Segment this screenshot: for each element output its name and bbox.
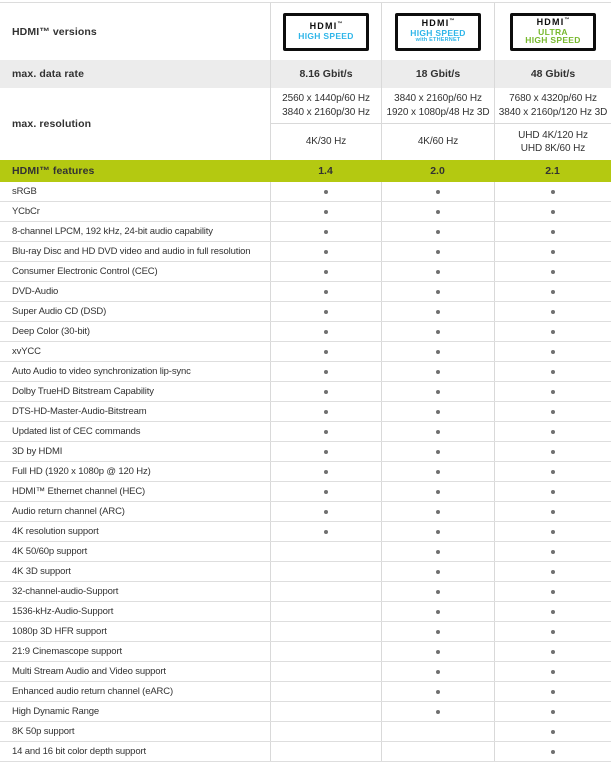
- support-cell-hdmi14: [270, 482, 381, 501]
- feature-label: Dolby TrueHD Bitstream Capability: [12, 386, 154, 397]
- support-dot-icon: [551, 690, 555, 694]
- features-body: [0, 182, 611, 762]
- support-cell-hdmi20: [381, 402, 494, 421]
- support-cell-hdmi20: [381, 282, 494, 301]
- support-cell-hdmi20: [381, 522, 494, 541]
- hdmi-high-speed-logo: [270, 3, 381, 60]
- feature-label: YCbCr: [12, 206, 40, 217]
- feature-row: [0, 482, 611, 502]
- support-dot-icon: [551, 670, 555, 674]
- feature-row: [0, 722, 611, 742]
- support-cell-hdmi14: [270, 222, 381, 241]
- support-cell-hdmi20: [381, 542, 494, 561]
- hdmi-logo-speed-label: ULTRA HIGH SPEED: [525, 26, 581, 46]
- hdmi-logo-wordmark: HDMI™: [309, 21, 343, 32]
- resolution-line: 3840 x 2160p/120 Hz 3D: [498, 106, 608, 118]
- hdmi-comparison-table: [0, 2, 611, 762]
- feature-row: [0, 242, 611, 262]
- support-cell-hdmi14: [270, 602, 381, 621]
- support-cell-hdmi20: [381, 382, 494, 401]
- feature-label: Auto Audio to video synchronization lip-sync: [12, 366, 191, 377]
- support-dot-icon: [551, 410, 555, 414]
- support-cell-hdmi14: [270, 702, 381, 721]
- support-cell-hdmi20: [381, 322, 494, 341]
- data-rate-row: [0, 60, 611, 88]
- support-dot-icon: [324, 530, 328, 534]
- feature-row: [0, 522, 611, 542]
- feature-row: [0, 442, 611, 462]
- version-number-14: 1.4: [318, 165, 333, 177]
- support-dot-icon: [436, 570, 440, 574]
- support-cell-hdmi14: [270, 642, 381, 661]
- support-cell-hdmi14: [270, 682, 381, 701]
- support-cell-hdmi14: [270, 202, 381, 221]
- feature-row: [0, 662, 611, 682]
- feature-row: [0, 462, 611, 482]
- support-cell-hdmi20: [381, 462, 494, 481]
- support-dot-icon: [324, 250, 328, 254]
- support-dot-icon: [436, 550, 440, 554]
- support-dot-icon: [436, 530, 440, 534]
- feature-label: 1080p 3D HFR support: [12, 626, 107, 637]
- support-dot-icon: [551, 630, 555, 634]
- support-cell-hdmi21: [494, 202, 611, 221]
- feature-label: 8K 50p support: [12, 726, 75, 737]
- support-cell-hdmi14: [270, 622, 381, 641]
- support-dot-icon: [436, 410, 440, 414]
- support-dot-icon: [436, 690, 440, 694]
- support-dot-icon: [551, 450, 555, 454]
- support-cell-hdmi14: [270, 402, 381, 421]
- feature-label: DTS-HD-Master-Audio-Bitstream: [12, 406, 147, 417]
- support-dot-icon: [551, 490, 555, 494]
- support-dot-icon: [551, 310, 555, 314]
- support-cell-hdmi14: [270, 362, 381, 381]
- support-cell-hdmi20: [381, 702, 494, 721]
- support-dot-icon: [436, 250, 440, 254]
- support-dot-icon: [436, 590, 440, 594]
- feature-label: 4K 50/60p support: [12, 546, 88, 557]
- support-dot-icon: [436, 310, 440, 314]
- resolution-section: [0, 88, 611, 160]
- support-dot-icon: [551, 710, 555, 714]
- support-dot-icon: [551, 650, 555, 654]
- hdmi-logo-speed-label: HIGH SPEED with ETHERNET: [410, 28, 466, 44]
- support-cell-hdmi20: [381, 622, 494, 641]
- support-dot-icon: [324, 310, 328, 314]
- support-cell-hdmi21: [494, 282, 611, 301]
- support-cell-hdmi21: [494, 322, 611, 341]
- feature-row: [0, 202, 611, 222]
- support-dot-icon: [436, 210, 440, 214]
- support-cell-hdmi14: [270, 462, 381, 481]
- feature-row: [0, 502, 611, 522]
- support-cell-hdmi21: [494, 742, 611, 761]
- support-cell-hdmi21: [494, 182, 611, 201]
- support-cell-hdmi14: [270, 342, 381, 361]
- data-rate-value-hdmi20: 18 Gbit/s: [381, 60, 494, 88]
- support-dot-icon: [551, 530, 555, 534]
- version-number-21: 2.1: [545, 165, 560, 177]
- support-dot-icon: [551, 750, 555, 754]
- support-dot-icon: [436, 450, 440, 454]
- support-dot-icon: [324, 490, 328, 494]
- support-dot-icon: [436, 230, 440, 234]
- support-dot-icon: [436, 510, 440, 514]
- support-cell-hdmi21: [494, 602, 611, 621]
- support-dot-icon: [436, 430, 440, 434]
- resolution-line: 2560 x 1440p/60 Hz: [282, 93, 370, 104]
- support-dot-icon: [324, 450, 328, 454]
- support-cell-hdmi20: [381, 502, 494, 521]
- support-dot-icon: [436, 670, 440, 674]
- resolution-line: UHD 4K/120 Hz: [518, 129, 588, 141]
- support-dot-icon: [324, 390, 328, 394]
- support-cell-hdmi20: [381, 442, 494, 461]
- resolution-summary-hdmi14: [270, 124, 381, 160]
- support-cell-hdmi14: [270, 282, 381, 301]
- feature-row: [0, 702, 611, 722]
- support-dot-icon: [324, 330, 328, 334]
- feature-label: 8-channel LPCM, 192 kHz, 24-bit audio capability: [12, 226, 213, 237]
- support-dot-icon: [551, 250, 555, 254]
- resolution-line: 1920 x 1080p/48 Hz 3D: [386, 106, 490, 118]
- support-cell-hdmi21: [494, 542, 611, 561]
- feature-label: High Dynamic Range: [12, 706, 100, 717]
- support-dot-icon: [551, 430, 555, 434]
- versions-row-label: HDMI™ versions: [12, 25, 97, 38]
- support-cell-hdmi21: [494, 722, 611, 741]
- feature-label: Super Audio CD (DSD): [12, 306, 107, 317]
- support-dot-icon: [436, 470, 440, 474]
- support-dot-icon: [551, 210, 555, 214]
- support-cell-hdmi21: [494, 702, 611, 721]
- support-cell-hdmi14: [270, 662, 381, 681]
- support-cell-hdmi14: [270, 322, 381, 341]
- data-rate-value-hdmi21: 48 Gbit/s: [494, 60, 611, 88]
- support-cell-hdmi21: [494, 442, 611, 461]
- version-number-20: 2.0: [430, 165, 445, 177]
- support-dot-icon: [436, 610, 440, 614]
- support-cell-hdmi21: [494, 422, 611, 441]
- resolution-detail-hdmi21: [494, 88, 611, 124]
- support-dot-icon: [436, 350, 440, 354]
- versions-row: [0, 3, 611, 60]
- resolution-line: 4K/30 Hz: [305, 136, 347, 148]
- resolution-line: UHD 8K/60 Hz: [520, 143, 586, 154]
- feature-row: [0, 342, 611, 362]
- feature-row: [0, 642, 611, 662]
- support-cell-hdmi14: [270, 542, 381, 561]
- feature-label: Updated list of CEC commands: [12, 426, 141, 437]
- feature-row: [0, 362, 611, 382]
- support-dot-icon: [324, 190, 328, 194]
- data-rate-value-hdmi14: 8.16 Gbit/s: [270, 60, 381, 88]
- support-dot-icon: [551, 270, 555, 274]
- support-cell-hdmi14: [270, 382, 381, 401]
- support-dot-icon: [551, 570, 555, 574]
- support-cell-hdmi21: [494, 462, 611, 481]
- support-dot-icon: [551, 550, 555, 554]
- support-dot-icon: [324, 410, 328, 414]
- feature-row: [0, 302, 611, 322]
- hdmi-logo-wordmark: HDMI™: [421, 18, 455, 29]
- support-cell-hdmi21: [494, 522, 611, 541]
- support-cell-hdmi14: [270, 302, 381, 321]
- support-cell-hdmi21: [494, 402, 611, 421]
- support-dot-icon: [436, 270, 440, 274]
- support-cell-hdmi14: [270, 262, 381, 281]
- support-cell-hdmi20: [381, 582, 494, 601]
- resolution-summary-hdmi21: [494, 124, 611, 160]
- support-cell-hdmi20: [381, 602, 494, 621]
- support-dot-icon: [551, 230, 555, 234]
- support-cell-hdmi20: [381, 262, 494, 281]
- feature-row: [0, 542, 611, 562]
- support-cell-hdmi14: [270, 742, 381, 761]
- support-dot-icon: [324, 430, 328, 434]
- feature-label: 14 and 16 bit color depth support: [12, 746, 146, 757]
- support-cell-hdmi14: [270, 502, 381, 521]
- support-dot-icon: [551, 390, 555, 394]
- support-dot-icon: [551, 370, 555, 374]
- support-dot-icon: [436, 370, 440, 374]
- feature-label: 21:9 Cinemascope support: [12, 646, 122, 657]
- feature-label: Multi Stream Audio and Video support: [12, 666, 166, 677]
- feature-row: [0, 282, 611, 302]
- support-dot-icon: [436, 190, 440, 194]
- support-cell-hdmi20: [381, 722, 494, 741]
- feature-row: [0, 742, 611, 762]
- feature-label: Audio return channel (ARC): [12, 506, 125, 517]
- support-cell-hdmi21: [494, 642, 611, 661]
- resolution-detail-hdmi14: [270, 88, 381, 124]
- support-cell-hdmi21: [494, 302, 611, 321]
- feature-label: DVD-Audio: [12, 286, 59, 297]
- support-dot-icon: [324, 270, 328, 274]
- hdmi-logo-speed-label: HIGH SPEED: [298, 30, 354, 41]
- resolution-summary-hdmi20: [381, 124, 494, 160]
- support-dot-icon: [551, 730, 555, 734]
- support-dot-icon: [324, 230, 328, 234]
- feature-row: [0, 222, 611, 242]
- support-cell-hdmi20: [381, 682, 494, 701]
- hdmi-ultra-high-speed-logo: [494, 3, 611, 60]
- resolution-label: max. resolution: [12, 118, 92, 130]
- support-cell-hdmi21: [494, 482, 611, 501]
- data-rate-label: max. data rate: [12, 68, 85, 80]
- support-cell-hdmi14: [270, 722, 381, 741]
- support-cell-hdmi21: [494, 342, 611, 361]
- feature-row: [0, 402, 611, 422]
- support-dot-icon: [324, 350, 328, 354]
- hdmi-logo-badge: [510, 13, 596, 51]
- support-cell-hdmi21: [494, 222, 611, 241]
- support-dot-icon: [551, 470, 555, 474]
- features-header-label: HDMI™ features: [12, 165, 95, 177]
- support-cell-hdmi21: [494, 502, 611, 521]
- feature-label: HDMI™ Ethernet channel (HEC): [12, 486, 146, 497]
- resolution-line: 3840 x 2160p/60 Hz: [394, 93, 482, 104]
- support-dot-icon: [436, 630, 440, 634]
- support-dot-icon: [324, 370, 328, 374]
- feature-row: [0, 682, 611, 702]
- support-cell-hdmi20: [381, 642, 494, 661]
- support-cell-hdmi20: [381, 182, 494, 201]
- support-cell-hdmi21: [494, 562, 611, 581]
- feature-row: [0, 622, 611, 642]
- support-dot-icon: [436, 650, 440, 654]
- feature-label: xvYCC: [12, 346, 41, 357]
- support-dot-icon: [551, 510, 555, 514]
- support-cell-hdmi20: [381, 202, 494, 221]
- support-dot-icon: [436, 490, 440, 494]
- support-cell-hdmi20: [381, 562, 494, 581]
- support-cell-hdmi21: [494, 242, 611, 261]
- support-cell-hdmi21: [494, 622, 611, 641]
- feature-row: [0, 182, 611, 202]
- support-cell-hdmi21: [494, 662, 611, 681]
- resolution-line: 7680 x 4320p/60 Hz: [509, 93, 597, 104]
- hdmi-logo-wordmark: HDMI™: [536, 16, 570, 27]
- feature-label: Enhanced audio return channel (eARC): [12, 686, 173, 697]
- hdmi-high-speed-ethernet-logo: [381, 3, 494, 60]
- support-cell-hdmi20: [381, 482, 494, 501]
- support-dot-icon: [551, 350, 555, 354]
- support-cell-hdmi20: [381, 342, 494, 361]
- support-cell-hdmi14: [270, 422, 381, 441]
- support-cell-hdmi14: [270, 562, 381, 581]
- support-cell-hdmi21: [494, 382, 611, 401]
- resolution-detail-hdmi20: [381, 88, 494, 124]
- support-dot-icon: [436, 330, 440, 334]
- feature-label: sRGB: [12, 186, 37, 197]
- feature-row: [0, 322, 611, 342]
- support-dot-icon: [551, 190, 555, 194]
- support-cell-hdmi20: [381, 742, 494, 761]
- support-cell-hdmi14: [270, 582, 381, 601]
- support-cell-hdmi14: [270, 182, 381, 201]
- support-cell-hdmi21: [494, 362, 611, 381]
- feature-label: 4K 3D support: [12, 566, 71, 577]
- support-dot-icon: [324, 210, 328, 214]
- feature-label: Blu-ray Disc and HD DVD video and audio in full resolution: [12, 246, 251, 257]
- feature-label: 3D by HDMI: [12, 446, 63, 457]
- support-cell-hdmi21: [494, 262, 611, 281]
- resolution-line: 3840 x 2160p/30 Hz: [282, 106, 370, 118]
- support-dot-icon: [551, 590, 555, 594]
- hdmi-logo-badge: [395, 13, 481, 51]
- support-cell-hdmi20: [381, 222, 494, 241]
- feature-label: Consumer Electronic Control (CEC): [12, 266, 158, 277]
- support-dot-icon: [551, 610, 555, 614]
- support-cell-hdmi20: [381, 362, 494, 381]
- feature-row: [0, 562, 611, 582]
- feature-label: Full HD (1920 x 1080p @ 120 Hz): [12, 466, 151, 477]
- support-dot-icon: [324, 470, 328, 474]
- feature-label: 4K resolution support: [12, 526, 99, 537]
- support-dot-icon: [324, 510, 328, 514]
- support-dot-icon: [551, 330, 555, 334]
- support-dot-icon: [436, 390, 440, 394]
- support-cell-hdmi21: [494, 682, 611, 701]
- support-dot-icon: [436, 290, 440, 294]
- feature-row: [0, 262, 611, 282]
- support-cell-hdmi21: [494, 582, 611, 601]
- feature-label: Deep Color (30-bit): [12, 326, 90, 337]
- support-cell-hdmi20: [381, 242, 494, 261]
- support-cell-hdmi20: [381, 302, 494, 321]
- feature-row: [0, 422, 611, 442]
- feature-row: [0, 602, 611, 622]
- feature-row: [0, 582, 611, 602]
- support-cell-hdmi20: [381, 662, 494, 681]
- support-cell-hdmi14: [270, 442, 381, 461]
- support-dot-icon: [324, 290, 328, 294]
- support-cell-hdmi20: [381, 422, 494, 441]
- features-header-row: [0, 160, 611, 182]
- feature-row: [0, 382, 611, 402]
- feature-label: 1536-kHz-Audio-Support: [12, 606, 114, 617]
- support-dot-icon: [436, 710, 440, 714]
- feature-label: 32-channel-audio-Support: [12, 586, 119, 597]
- support-dot-icon: [551, 290, 555, 294]
- hdmi-logo-badge: [283, 13, 369, 51]
- support-cell-hdmi14: [270, 522, 381, 541]
- resolution-line: 4K/60 Hz: [417, 136, 459, 148]
- support-cell-hdmi14: [270, 242, 381, 261]
